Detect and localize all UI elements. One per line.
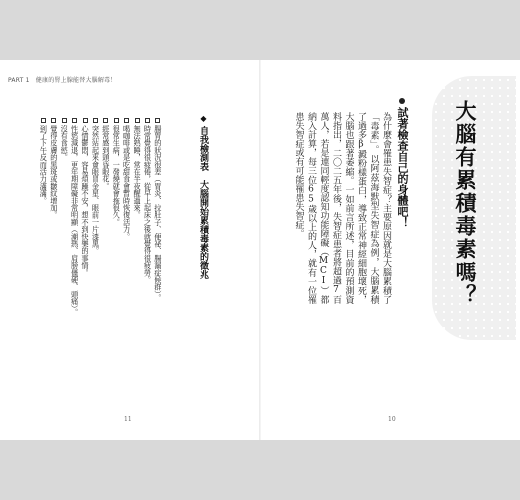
checklist <box>38 118 163 333</box>
checklist-title-b: 大腦開始累積毒素的徵兆 <box>198 180 208 279</box>
checklist-item-text: 無法熟睡，常在半夜醒過來。 <box>133 125 143 219</box>
checkbox-icon <box>51 118 56 123</box>
diamond-icon: ◆ <box>199 114 208 123</box>
checklist-item <box>59 118 69 333</box>
checklist-item <box>69 118 79 333</box>
checklist-item <box>111 118 121 333</box>
body-text: 為什麼會罹患失智症？主要原因就是大腦累積了「毒素」。以阿茲海默型失智症為例，大腦累積了過多β澱粉樣蛋白，導致正常神經細胞壞死，大腦也跟著萎縮。一如前言所述，目前的預測資料指出，二〇二五年後，失智症患者將超過7百萬人，若是連同輕度認知功能障礙（MCI）都納入計算，每三位65歲以上的人，就有一位罹患失智症或有可能罹患失智症。 <box>293 112 391 304</box>
checklist-item <box>80 118 90 333</box>
checklist-item-text: 時常覺得很疲倦，從早上起床之後就覺得很疲勞。 <box>143 125 153 284</box>
section-heading-text: 試著檢查自己的身體吧！ <box>396 107 409 228</box>
checklist-item <box>38 118 48 333</box>
checklist-title-a: 自我檢測表 <box>198 126 208 171</box>
checkbox-icon <box>155 118 160 123</box>
section-heading <box>394 98 410 228</box>
checklist-item <box>132 118 142 333</box>
checkbox-icon <box>93 118 98 123</box>
checkbox-icon <box>103 118 108 123</box>
checklist-item-text: 很常生病，一發燒就會拖很久。 <box>112 125 122 226</box>
checklist-item <box>100 118 110 333</box>
checklist-item-text: 突然站起來會眼冒金星、眼前一片漆黑。 <box>91 125 101 255</box>
checklist-item-text: 性慾減退，更年期障礙非常明顯（潮熱、肩膀僵硬、頭痛）。 <box>70 125 80 316</box>
checklist-item-text: 喝咖啡或是吃甜食會暫時恢復活力。 <box>122 125 132 241</box>
page-title: 大腦有累積毒素嗎？ <box>453 100 477 307</box>
bullet-icon <box>399 98 405 104</box>
checklist-item-text: 覺得皮膚的黑斑或皺紋增加。 <box>49 125 59 219</box>
checklist-item-text: 沒有食慾。 <box>60 125 70 161</box>
page-number-left: 11 <box>124 416 132 423</box>
checklist-item <box>121 118 131 333</box>
page-number-right: 10 <box>388 416 396 423</box>
checkbox-icon <box>114 118 119 123</box>
checklist-title <box>196 114 210 279</box>
checkbox-icon <box>124 118 129 123</box>
checkbox-icon <box>83 118 88 123</box>
book-gutter <box>259 60 261 440</box>
checkbox-icon <box>41 118 46 123</box>
checklist-item-text: 心情鬱悶，容易煩躁不安，想不到快樂的事情。 <box>81 125 91 277</box>
running-header: PART 1 健康的腎上腺能替大腦解毒！ <box>8 77 117 84</box>
checklist-item-text: 到了下午反而活力滿滿。 <box>39 125 49 205</box>
checklist-item-text: 腸胃的狀況很差（胃炎、拉肚子、便祕、腸漏症候群）。 <box>153 125 163 302</box>
checklist-item-text: 經常感到頭昏眼花。 <box>101 125 111 190</box>
checkbox-icon <box>72 118 77 123</box>
checklist-item <box>48 118 58 333</box>
checkbox-icon <box>62 118 67 123</box>
checkbox-icon <box>135 118 140 123</box>
checkbox-icon <box>145 118 150 123</box>
checklist-item <box>152 118 162 333</box>
checklist-item <box>90 118 100 333</box>
checklist-item <box>142 118 152 333</box>
